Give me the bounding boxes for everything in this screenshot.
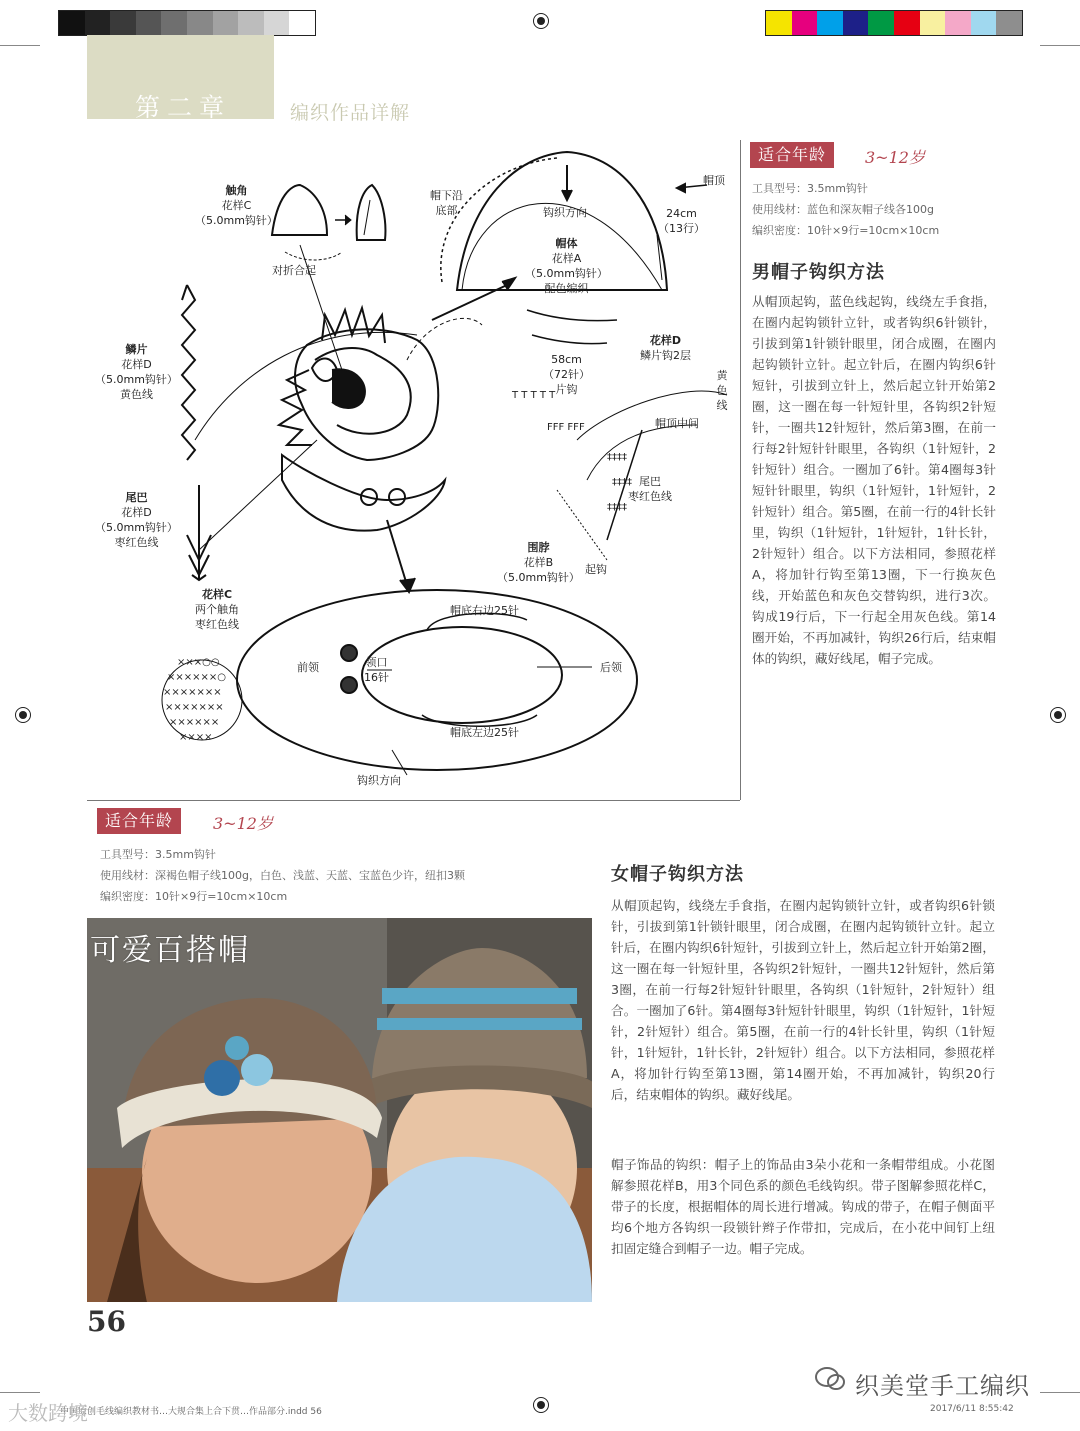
photo-title: 可爱百搭帽 [90, 933, 250, 968]
kids-hat-photo [87, 918, 592, 1302]
horn-shape [272, 185, 327, 235]
circumference-label: 58cm （72针） 片钩 [543, 353, 590, 396]
grayscale-calibration-bar [58, 10, 316, 36]
svg-text:××××: ×××× [179, 732, 213, 743]
color-swatch [843, 11, 869, 35]
male-tool: 工具型号：3.5mm钩针 [752, 182, 868, 195]
gray-swatch [136, 11, 162, 35]
svg-text:×××××××: ××××××× [163, 687, 222, 698]
horn-folded-shape [357, 185, 386, 240]
gray-swatch [238, 11, 264, 35]
male-body: 从帽顶起钩，蓝色线起钩，线绕左手食指，在圈内起钩锁针立针，或者钩织6针锁针，引拔到第1针锁针眼里，闭合成圈，在圈内起钩锁针立针。起立针后，在圈内钩织6针短针，引拔到立针上，然后起立针开始第2圈，这一圈在每一针短针里，各钩织2针短针，一圈共12针短针，然后第3圈，在前一行每2针短针针眼里，各钩织（1针短针，2针短针）组合。一圈加了6针。第4圈每3针短针针眼里，钩织（1针短针，1针短针，2针短针）组合。第5圈，在前一行的4针长针里，钩织（1针短针，1针短针，1针长针，2针短针）组合。以下方法相同，参照花样A，将加针行钩至第13圈，下一行换灰色线，开始蓝色和灰色交替钩织，进行3次。钩成19行后，下一行起全用灰色线。第14圈开始，不再加减针，钩织26行后，结束帽体的钩织，藏好线尾，帽子完成。 [752, 294, 996, 666]
fold-label: 对折合起 [272, 264, 316, 277]
female-specs [100, 844, 580, 907]
female-gauge: 编织密度：10针×9行=10cm×10cm [100, 890, 288, 903]
female-title: 女帽子钩织方法 [611, 864, 744, 885]
female-body: 从帽顶起钩，线绕左手食指，在圈内起钩锁针立针，或者钩织6针锁针，引拔到第1针锁针眼里，闭合成圈，在圈内起钩锁针立针。起立针后，在圈内钩织6针短针，引拔到立针上，然后起立针开始第2圈，这一圈在每一针短针里，各钩织2针短针，一圈共12针短针，然后第3圈，在前一行每2针短针针眼里，各钩织（1针短针，2针短针）组合。一圈加了6针。第4圈每3针短针针眼里，钩织（1针短针，1针短针，2针短针）组合。第5圈，在前一行的4针长针里，钩织（1针短针，1针短针，1针长针，2针短针）组合。以下方法相同，参照花样A，将加针行钩至第13圈，第14圈开始，不再加减针，钩织20行后，结束帽体的钩织。藏好线尾。 [611, 898, 995, 1102]
wechat-icon [815, 1366, 845, 1392]
male-title: 男帽子钩织方法 [752, 262, 885, 283]
gray-swatch [264, 11, 290, 35]
back-collar-label: 后领 [600, 661, 622, 674]
photo-illustration [87, 918, 592, 1302]
hat-top-label: 帽顶 [703, 174, 725, 187]
hat-direction-label: 钩织方向 [543, 206, 587, 219]
svg-text:‡‡‡‡: ‡‡‡‡ [607, 452, 627, 463]
front-collar-label: 前领 [297, 661, 319, 674]
male-age-tag: 适合年龄 [750, 142, 834, 168]
yellow-yarn-label: 黄色线 [716, 369, 728, 412]
color-swatch [996, 11, 1022, 35]
footer-date: 2017/6/11 8:55:42 [930, 1404, 1014, 1414]
svg-text:××××××○: ××××××○ [167, 672, 226, 683]
column-divider [740, 140, 741, 800]
horn-label: 触角 花样C （5.0mm钩针） [195, 184, 278, 227]
crochet-diagram [87, 140, 737, 800]
female-tool: 工具型号：3.5mm钩针 [100, 848, 216, 861]
crop-mark [1040, 45, 1080, 46]
pattern-d-label: 花样D 鳞片钩2层 [640, 334, 691, 362]
registration-mark-top [533, 13, 549, 29]
svg-text:T T T T T: T T T T T [512, 390, 556, 401]
page-number: 56 [87, 1305, 126, 1338]
collar-label: 围脖 花样B （5.0mm钩针） [497, 541, 580, 584]
crown-middle-label: 帽顶中间 [655, 417, 699, 430]
crop-mark [1040, 1392, 1080, 1393]
svg-text:×××××××: ××××××× [165, 702, 224, 713]
color-swatch [971, 11, 997, 35]
hat-body-label: 帽体 花样A （5.0mm钩针） 配色编织 [525, 237, 608, 295]
collar-left-label: 帽底左边25针 [450, 726, 519, 739]
section-divider [87, 800, 740, 801]
gray-swatch [213, 11, 239, 35]
gray-swatch [161, 11, 187, 35]
chapter-title: 第二章 [135, 93, 232, 122]
gray-swatch [110, 11, 136, 35]
tail-label: 尾巴 花样D （5.0mm钩针） 枣红色线 [95, 491, 178, 549]
female-age-value: 3~12岁 [213, 814, 273, 833]
collar-right-label: 帽底右边25针 [450, 604, 519, 617]
male-gauge: 编织密度：10针×9行=10cm×10cm [752, 224, 940, 237]
female-body-accessory: 帽子饰品的钩织：帽子上的饰品由3朵小花和一条帽带组成。小花图解参照花样B，用3个同色系的颜色毛线钩织。带子图解参照花样C，带子的长度，根据帽体的周长进行增减。钩成的带子，在帽子侧面平均6个地方各钩织一段锁针辫子作带扣，完成后，在小花中间钉上纽扣固定缝合到帽子一边。帽子完成。 [611, 1157, 995, 1256]
svg-text:××××××: ×××××× [169, 717, 220, 728]
collar-direction-label: 钩织方向 [357, 774, 401, 787]
svg-text:×××○○: ×××○○ [177, 657, 220, 668]
chapter-subtitle: 编织作品详解 [290, 102, 411, 124]
male-age-value: 3~12岁 [865, 148, 925, 167]
color-swatch [868, 11, 894, 35]
start-label: 起钩 [585, 563, 607, 576]
fin-label: 鳞片 花样D （5.0mm钩针） 黄色线 [95, 343, 178, 401]
watermark-text: 织美堂手工编织 [855, 1372, 1030, 1400]
footer-filename: 中国原创毛线编织教材书…大规合集上合下贯…作品部分.indd 56 [60, 1407, 322, 1417]
gray-swatch [187, 11, 213, 35]
male-yarn: 使用线材：蓝色和深灰帽子线各100g [752, 203, 934, 216]
color-swatch [766, 11, 792, 35]
svg-text:‡‡‡‡: ‡‡‡‡ [612, 477, 632, 488]
registration-mark-bottom [533, 1397, 549, 1413]
crop-mark [0, 1392, 40, 1393]
color-calibration-bar [765, 10, 1023, 36]
svg-text:FFF FFF: FFF FFF [547, 422, 585, 433]
color-swatch [792, 11, 818, 35]
pattern-c-label: 花样C 两个触角 枣红色线 [195, 588, 239, 631]
registration-mark-left [15, 707, 31, 723]
color-swatch [945, 11, 971, 35]
female-yarn: 使用线材：深褐色帽子线100g，白色、浅蓝、天蓝、宝蓝色少许，纽扣3颗 [100, 869, 465, 882]
pattern-d-tail-label: 尾巴 枣红色线 [628, 475, 672, 503]
registration-mark-right [1050, 707, 1066, 723]
gray-swatch [289, 11, 315, 35]
neck-label: 领口 16针 [364, 656, 389, 684]
color-swatch [920, 11, 946, 35]
crop-mark [0, 45, 40, 46]
female-age-tag: 适合年龄 [97, 808, 181, 834]
color-swatch [817, 11, 843, 35]
hat-length-label: 24cm （13行） [658, 207, 705, 235]
hat-brim-label: 帽下沿 底部 [430, 189, 463, 217]
gray-swatch [85, 11, 111, 35]
gray-swatch [59, 11, 85, 35]
svg-text:‡‡‡‡: ‡‡‡‡ [607, 502, 627, 513]
color-swatch [894, 11, 920, 35]
male-specs [752, 178, 1012, 241]
fin-strip [182, 285, 195, 460]
watermark-logo: 大数跨境 [8, 1401, 88, 1425]
